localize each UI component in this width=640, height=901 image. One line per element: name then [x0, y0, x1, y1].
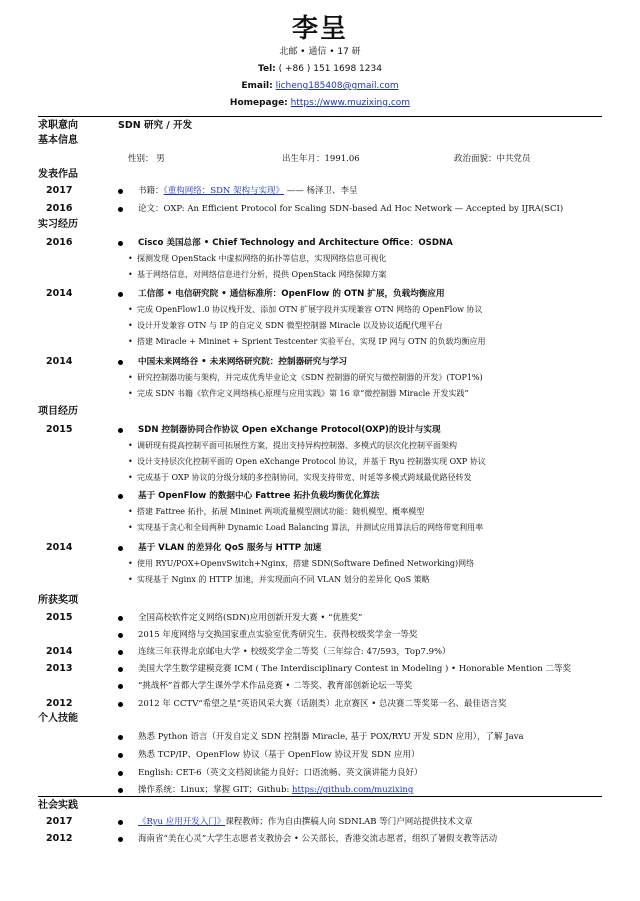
intern-detail: • 研究控制器功能与架构，并完成优秀毕业论文《SDN 控制器的研究与微控制器的开发》(TOP1%) — [137, 371, 616, 385]
tagline: 北邮 • 通信 • 17 研 — [279, 47, 361, 57]
pub-year: 2016 — [46, 203, 73, 214]
project-detail: • 实现基于贪心和全局两种 Dynamic Load Balancing 算法，并测试应用算法后的网络带宽利用率 — [137, 521, 616, 535]
intern-detail: • 搭建 Miracle + Mininet + Sprient Testcenter 实验平台，实现 IP 网与 OTN 的负载均衡应用 — [137, 335, 616, 349]
bullet-icon — [118, 735, 123, 740]
project-title-text: 基于 OpenFlow 的数据中心 Fattree 拓扑负载均衡优化算法 — [138, 491, 380, 501]
tel-value: ( +86 ) 151 1698 1234 — [278, 64, 382, 74]
skills-label: 个人技能 — [38, 713, 78, 724]
social-label: 社会实践 — [38, 800, 78, 811]
project-title-text: 基于 VLAN 的差异化 QoS 服务与 HTTP 加速 — [138, 543, 322, 553]
intent-value: SDN 研究 / 开发 — [118, 120, 193, 131]
award-text: 美国大学生数学建模竞赛 ICM ( The Interdisciplinary Contest in Modeling ) • Honorable Mention 二等奖 — [138, 664, 571, 674]
social-year: 2017 — [46, 816, 73, 827]
bullet-icon — [118, 633, 123, 638]
bullet-icon — [118, 616, 123, 621]
projects-label: 项目经历 — [38, 406, 78, 417]
intern-detail: • 基于网络信息，对网络信息进行分析，提供 OpenStack 网络保障方案 — [137, 268, 616, 282]
pub-paper-text: 论文：OXP: An Efficient Protocol for Scaling SDN-based Ad Hoc Network — Accepted by IJRA(SCI) — [138, 204, 564, 214]
intern-year: 2016 — [46, 237, 73, 248]
header-divider — [38, 116, 602, 117]
intern-title-text: Cisco 美国总部 • Chief Technology and Architecture Office：OSDNA — [138, 238, 453, 248]
intern-title-text: 工信部 • 电信研究院 • 通信标准所：OpenFlow 的 OTN 扩展，负载均衡应用 — [138, 289, 445, 299]
pub-book-authors: —— 杨泽卫、李呈 — [284, 186, 358, 196]
internship-label: 实习经历 — [38, 219, 78, 230]
awards-label: 所获奖项 — [38, 595, 78, 606]
pub-book-link[interactable]: 《重构网络：SDN 架构与实现》 — [163, 186, 285, 196]
skill-text: English: CET-6（英文文档阅读能力良好；口语流畅、英文演讲能力良好） — [138, 768, 423, 778]
social-text: 课程教师；作为自由撰稿人向 SDNLAB 等门户网站提供技术文章 — [225, 817, 473, 827]
social-year: 2012 — [46, 833, 73, 844]
bullet-icon — [118, 494, 123, 499]
email-label: Email: — [241, 81, 273, 91]
project-detail: • 使用 RYU/POX+OpenvSwitch+Nginx，搭建 SDN(Software Defined Networking)网络 — [137, 557, 616, 571]
intern-detail: • 完成 OpenFlow1.0 协议栈开发、添加 OTN 扩展字段并实现兼容 OTN 网络的 OpenFlow 协议 — [137, 303, 616, 317]
award-year: 2015 — [46, 612, 73, 623]
birth-date: 出生年月：1991.06 — [282, 154, 360, 164]
award-text: 2015 年度网络与交换国家重点实验室优秀研究生、获得校级奖学金一等奖 — [138, 630, 418, 640]
bullet-icon — [118, 684, 123, 689]
project-title-text: SDN 控制器协同合作协议 Open eXchange Protocol(OXP)的设计与实现 — [138, 425, 441, 435]
award-text: “挑战杯”首都大学生课外学术作品竞赛 • 二等奖、教育部创新论坛一等奖 — [138, 681, 413, 691]
bullet-icon — [118, 667, 123, 672]
pub-book-prefix: 书籍： — [138, 186, 164, 196]
tel-line — [0, 63, 640, 75]
intern-title-text: 中国未来网络谷 • 未来网络研究院：控制器研究与学习 — [138, 357, 348, 367]
bullet-icon — [118, 820, 123, 825]
project-detail: • 调研现有提高控制平面可拓展性方案，提出支持异构控制器、多模式的层次化控制平面架构 — [137, 439, 616, 453]
bullet-icon — [118, 788, 123, 793]
basic-info-label: 基本信息 — [38, 135, 78, 146]
skill-text: 操作系统：Linux；掌握 GIT；Github: — [138, 785, 293, 795]
award-year: 2012 — [46, 698, 73, 709]
project-detail: • 搭建 Fattree 拓扑，拓展 Mininet 两项流量模型测试功能：随机模型、概率模型 — [137, 505, 616, 519]
bullet-icon — [118, 241, 123, 246]
resume-name: 李呈 — [291, 14, 348, 44]
project-detail: • 实现基于 Nginx 的 HTTP 加速，并实现面向不同 VLAN 划分的差异化 QoS 策略 — [137, 573, 616, 587]
homepage-link[interactable]: https://www.muzixing.com — [290, 98, 411, 108]
bullet-icon — [118, 428, 123, 433]
intent-label: 求职意向 — [38, 120, 78, 131]
bullet-icon — [118, 360, 123, 365]
skill-text: 熟悉 TCP/IP、OpenFlow 协议（基于 OpenFlow 协议开发 SDN 应用） — [138, 750, 420, 760]
bullet-icon — [118, 650, 123, 655]
course-link[interactable]: 《Ryu 应用开发入门》 — [138, 817, 226, 827]
award-year: 2014 — [46, 646, 73, 657]
award-text: 全国高校软件定义网络(SDN)应用创新开发大赛 • “优胜奖” — [138, 613, 363, 623]
tel-label: Tel: — [258, 64, 276, 74]
pub-year: 2017 — [46, 185, 73, 196]
bullet-icon — [118, 189, 123, 194]
political-status: 政治面貌：中共党员 — [454, 154, 531, 164]
award-text: 连续三年获得北京邮电大学 • 校级奖学金二等奖（三年综合: 47/593，Top7.9%） — [138, 647, 451, 657]
bullet-icon — [118, 292, 123, 297]
bullet-icon — [118, 771, 123, 776]
section-divider — [38, 796, 602, 797]
project-detail: • 设计支持层次化控制平面的 Open eXchange Protocol 协议，并基于 Ryu 控制器实现 OXP 协议 — [137, 455, 616, 469]
award-text: 2012 年 CCTV“希望之星”英语风采大赛（话剧类）北京赛区 • 总决赛二等奖第一名、最佳语言奖 — [138, 699, 507, 709]
publications-label: 发表作品 — [38, 169, 78, 180]
intern-detail: • 设计开发兼容 OTN 与 IP 的自定义 SDN 微型控制器 Miracle 以及协议适配代理平台 — [137, 319, 616, 333]
bullet-icon — [118, 837, 123, 842]
bullet-icon — [118, 207, 123, 212]
award-year: 2013 — [46, 663, 73, 674]
project-detail: • 完成基于 OXP 协议的分级分域的多控制协同，实现支持带宽、时延等多模式跨域最优路径转发 — [137, 471, 616, 485]
email-line — [0, 80, 640, 92]
homepage-line — [0, 97, 640, 109]
bullet-icon — [118, 753, 123, 758]
skill-text: 熟悉 Python 语言（开发自定义 SDN 控制器 Miracle, 基于 POX/RYU 开发 SDN 应用），了解 Java — [138, 732, 524, 742]
github-link[interactable]: https://github.com/muzixing — [292, 785, 414, 795]
email-link[interactable]: licheng185408@gmail.com — [275, 81, 399, 91]
intern-year: 2014 — [46, 288, 73, 299]
bullet-icon — [118, 546, 123, 551]
intern-year: 2014 — [46, 356, 73, 367]
gender: 性别： 男 — [128, 154, 165, 164]
intern-detail: • 完成 SDN 书籍《软件定义网络核心原理与应用实践》第 16 章“微控制器 Miracle 开发实践” — [137, 387, 616, 401]
social-text: 海南省“美在心灵”大学生志愿者支教协会 • 公关部长，香港交流志愿者，组织了暑假支教等活动 — [138, 834, 498, 844]
project-year: 2014 — [46, 542, 73, 553]
bullet-icon — [118, 702, 123, 707]
homepage-label: Homepage: — [229, 98, 288, 108]
intern-detail: • 探测发现 OpenStack 中虚拟网络的拓扑等信息，实现网络信息可视化 — [137, 252, 616, 266]
project-year: 2015 — [46, 424, 73, 435]
